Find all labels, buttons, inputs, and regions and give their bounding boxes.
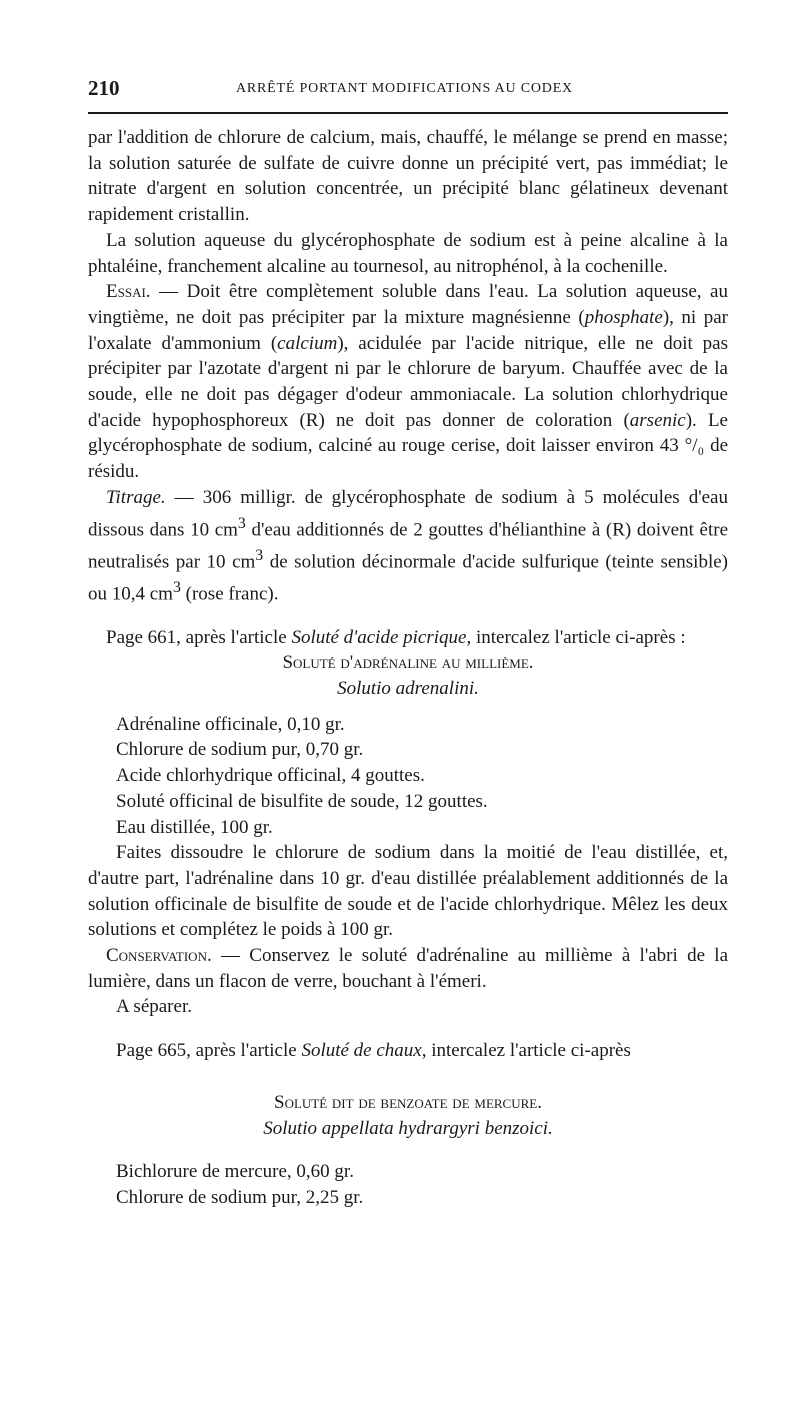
- essai-label: Essai.: [106, 281, 151, 303]
- running-title: ARRÊTÉ PORTANT MODIFICATIONS AU CODEX: [236, 81, 573, 96]
- ingredient-list-mercure: [88, 1159, 728, 1210]
- essai-arsenic: arsenic: [629, 409, 686, 431]
- section-latin-mercure: [88, 1116, 728, 1142]
- paragraph-titrage: [88, 485, 728, 607]
- header-rule: [88, 112, 728, 114]
- essai-calcium: calcium: [277, 332, 338, 354]
- titrage-label: Titrage.: [106, 486, 166, 508]
- titrage-text-2: d'eau additionnés de 2 gouttes d'hélianthine à (R) doivent être neutralisés par 10 cm: [88, 518, 729, 572]
- paragraph-essai: [88, 279, 728, 485]
- ingredient-item: Eau distillée, 100 gr.: [116, 816, 273, 838]
- ingredient-item: Soluté officinal de bisulfite de soude, 12 gouttes.: [116, 790, 488, 812]
- titrage-sup-2: 3: [255, 546, 264, 564]
- titrage-sup-1: 3: [237, 514, 246, 532]
- page661-text-2: , intercalez l'article ci-après :: [466, 626, 686, 648]
- ingredient-item: Acide chlorhydrique officinal, 4 gouttes.: [116, 765, 425, 787]
- section-title-adrenaline: Soluté d'adrénaline au millième.: [282, 652, 534, 674]
- titrage-sup-3: 3: [172, 578, 181, 596]
- conservation-label: Conservation.: [106, 945, 212, 967]
- ingredient-item: Adrénaline officinale, 0,10 gr.: [116, 713, 345, 735]
- page665-article: Soluté de chaux: [301, 1040, 422, 1062]
- a-separer: A séparer.: [116, 996, 192, 1018]
- paragraph-conservation: [88, 943, 728, 994]
- conservation-text: — Conservez le soluté d'adrénaline au millième à l'abri de la lumière, dans un flacon de verre, bouchant à l'émeri.: [88, 945, 728, 992]
- essai-text-3: ), acidulée par l'acide nitrique, elle ne doit pas précipiter par l'azotate d'argent ni par le chlorure de baryum. Chauffée avec de la soude, elle ne doit pas dégager d'odeur ammoniacale. La solution chlorhydrique d'acide hypophosphoreux (R) ne doit pas donner de coloration (: [88, 332, 728, 431]
- latin-mercure: Solutio appellata hydrargyri benzoici.: [263, 1117, 553, 1139]
- ingredient-list-adrenaline: [88, 712, 728, 841]
- paragraph-page-665: [88, 1038, 728, 1064]
- ingredient-item: Chlorure de sodium pur, 2,25 gr.: [116, 1187, 364, 1208]
- titrage-text-1: — 306 milligr. de glycérophosphate de sodium à 5 molécules d'eau dissous dans 10 cm: [88, 486, 728, 540]
- paragraph-procedure: Faites dissoudre le chlorure de sodium dans la moitié de l'eau distillée, et, d'autre part, l'adrénaline dans 10 gr. d'eau distillée préalablement additionnés de la solution officinale de bisulfite de soude et de l'acide chlorhydrique. Mêlez les deux solutions et complétez le poids à 100 gr.: [88, 842, 728, 941]
- page-body: [88, 125, 728, 1211]
- latin-adrenaline: Solutio adrenalini.: [337, 678, 479, 700]
- page665-text-2: , intercalez l'article ci-après: [421, 1040, 631, 1062]
- section-latin-adrenaline: [88, 676, 728, 702]
- paragraph-page-661: [88, 625, 728, 651]
- page665-text-1: Page 665, après l'article: [116, 1040, 302, 1062]
- page-number: 210: [88, 76, 120, 100]
- page661-text-1: Page 661, après l'article: [106, 626, 292, 648]
- section-title-mercure: Soluté dit de benzoate de mercure.: [274, 1091, 542, 1113]
- essai-text-2: ), ni par l'oxalate d'ammonium (: [88, 306, 728, 354]
- paragraph-alkalinity: La solution aqueuse du glycérophosphate de sodium est à peine alcaline à la phtaléine, franchement alcaline au tournesol, au nitrophénol, à la cochenille.: [88, 229, 728, 277]
- essai-text-4: ). Le glycérophosphate de sodium, calciné au rouge cerise, doit laisser environ 43 °/₀ de résidu.: [88, 409, 728, 483]
- ingredient-item: Bichlorure de mercure, 0,60 gr.: [116, 1161, 354, 1183]
- paragraph-continuation: par l'addition de chlorure de calcium, mais, chauffé, le mélange se prend en masse; la solution saturée de sulfate de cuivre donne un précipité vert, pas immédiat; le nitrate d'argent en solution concentrée, un précipité blanc gélatineux devenant rapidement cristallin.: [88, 127, 728, 226]
- ingredient-item: Chlorure de sodium pur, 0,70 gr.: [116, 739, 364, 761]
- titrage-text-3: de solution décinormale d'acide sulfurique (teinte sensible) ou 10,4 cm: [88, 550, 728, 604]
- essai-phosphate: phosphate: [584, 306, 663, 328]
- page-header: [88, 76, 728, 106]
- page661-article: Soluté d'acide picrique: [291, 626, 467, 648]
- essai-text-1: — Doit être complètement soluble dans l'eau. La solution aqueuse, au vingtième, ne doit pas précipiter par la mixture magnésienne (: [88, 281, 728, 328]
- titrage-text-4: (rose franc).: [180, 582, 279, 604]
